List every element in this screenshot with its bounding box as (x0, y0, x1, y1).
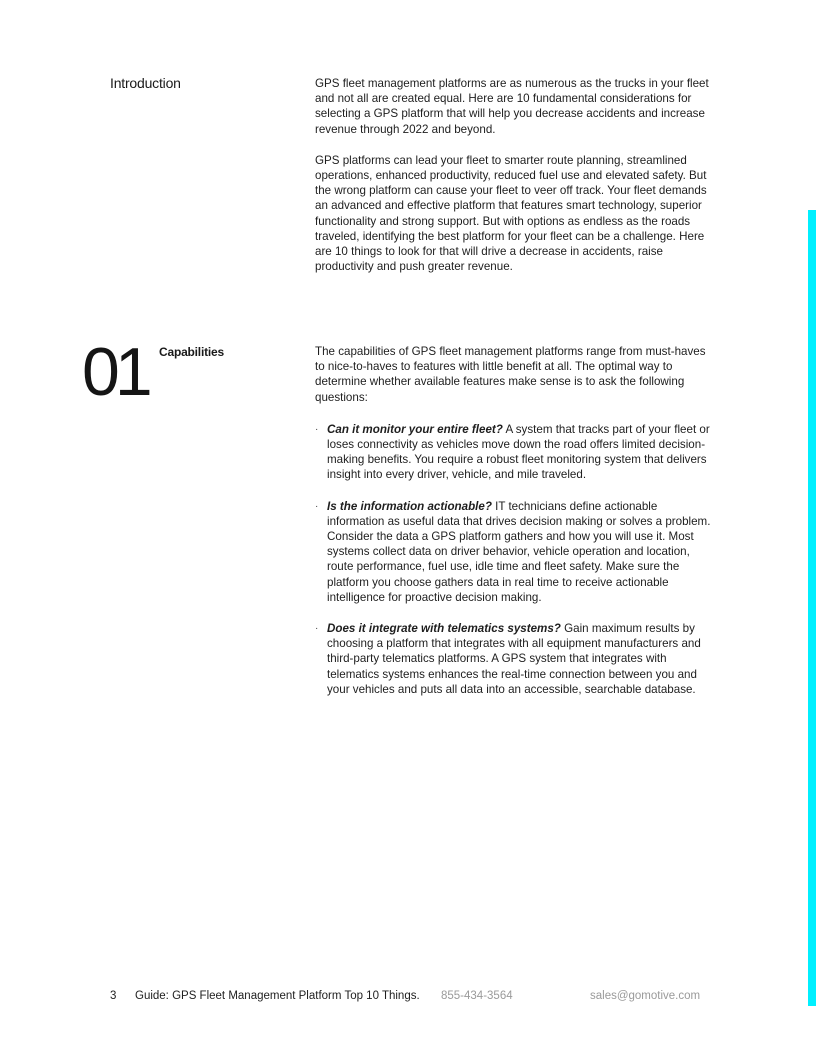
list-item (315, 422, 713, 483)
list-item (315, 621, 713, 697)
bullet-icon: · (315, 423, 319, 435)
accent-bar (808, 210, 816, 1006)
question-lead: Can it monitor your entire fleet? (327, 422, 503, 436)
footer-title: Guide: GPS Fleet Management Platform Top 10 Things. (135, 990, 420, 1002)
page-number: 3 (110, 990, 117, 1002)
section-intro: The capabilities of GPS fleet management platforms range from must-haves to nice-to-haves to features with little benefit at all. The optimal way to determine whether available features make sense is to ask the following questions: (315, 345, 706, 404)
footer-email[interactable]: sales@gomotive.com (590, 990, 701, 1002)
question-lead: Is the information actionable? (327, 499, 492, 513)
intro-paragraph: GPS fleet management platforms are as numerous as the trucks in your fleet and not all are created equal. Here are 10 fundamental considerations for selecting a GPS platform that will help you decrease accidents and increase revenue through 2022 and beyond. (315, 77, 709, 136)
question-text: A system that tracks part of your fleet or loses connectivity as vehicles move down the road offers limited decision-making benefits. You require a robust fleet monitoring system that delivers insight into every driver, vehicle, and mile traveled. (327, 422, 710, 482)
question-text: IT technicians define actionable information as useful data that drives decision making or solves a problem. Consider the data a GPS platform gathers and how you will use it. Most systems collect data on driver behavior, vehicle operation and location, route performance, fuel use, idle time and fleet safety. Make sure the platform you choose gathers data in real time to receive actionable intelligence for proactive decision making. (327, 499, 711, 604)
section-body (315, 344, 713, 713)
question-lead: Does it integrate with telematics systems? (327, 622, 561, 636)
intro-heading: Introduction (110, 75, 181, 91)
footer-phone[interactable]: 855-434-3564 (441, 990, 513, 1002)
section-heading: Capabilities (159, 345, 224, 359)
section-number: 01 (82, 334, 148, 410)
intro-paragraph: GPS platforms can lead your fleet to smarter route planning, streamlined operations, enhanced productivity, reduced fuel use and elevated safety. But the wrong platform can cause your fleet to veer off track. Your fleet demands an advanced and effective platform that features smart technology, superior functionality and strong support. But with options as endless as the roads traveled, identifying the best platform for your fleet can be a challenge. Here are 10 things to look for that will drive a decrease in accidents, raise productivity and push greater revenue. (315, 153, 707, 274)
intro-body (315, 76, 713, 290)
question-text: Gain maximum results by choosing a platform that integrates with all equipment manufacturers and third-party telematics platforms. A GPS system that integrates with telematics systems enhances the real-time connection between you and your vehicles and puts all data into an accessible, searchable database. (327, 622, 701, 696)
bullet-icon: · (315, 623, 319, 635)
question-list (315, 422, 713, 697)
list-item (315, 499, 713, 605)
bullet-icon: · (315, 500, 319, 512)
